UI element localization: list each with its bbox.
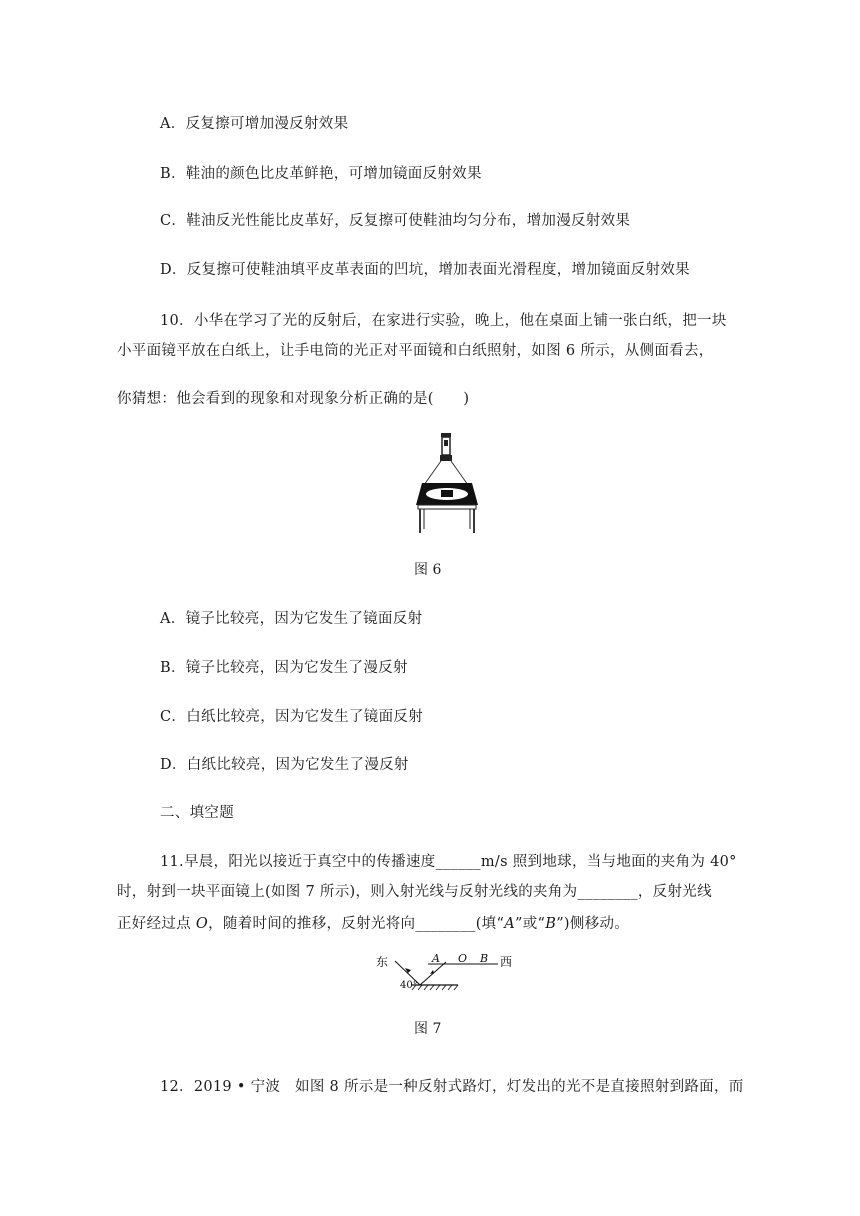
figure-7-reflection-diagram	[372, 952, 522, 1002]
q11-stem-line2: 时，射到一块平面镜上(如图 7 所示)，则入射光线与反射光线的夹角为________，反射光线	[117, 884, 712, 900]
label-east: 东	[376, 955, 389, 969]
label-point-a: A	[432, 952, 440, 965]
section-title-fill-in: 二、填空题	[160, 805, 234, 821]
figure-6-flashlight-table	[408, 425, 488, 535]
q10-option-c: C．白纸比较亮，因为它发生了镜面反射	[160, 709, 423, 725]
label-angle: 40°	[400, 980, 418, 991]
q11-blank-1[interactable]: ______	[435, 854, 481, 870]
q9-option-b: B．鞋油的颜色比皮革鲜艳，可增加镜面反射效果	[160, 166, 482, 182]
q10-option-b: B．镜子比较亮，因为它发生了漫反射	[160, 660, 408, 676]
figure-7-caption: 图 7	[414, 1021, 442, 1037]
q9-option-c: C．鞋油反光性能比皮革好，反复擦可使鞋油均匀分布，增加漫反射效果	[160, 213, 631, 229]
label-point-b: B	[480, 952, 489, 965]
figure-6-caption: 图 6	[414, 562, 442, 578]
q11-stem-line1: 11.早晨，阳光以接近于真空中的传播速度______m/s 照到地球，当与地面的夹角为 40°	[160, 854, 737, 870]
label-west: 西	[500, 955, 513, 969]
q10-option-d: D．白纸比较亮，因为它发生了漫反射	[160, 757, 409, 773]
q9-option-d: D．反复擦可使鞋油填平皮革表面的凹坑，增加表面光滑程度，增加镜面反射效果	[160, 262, 690, 278]
q10-stem-line3: 你猜想：他会看到的现象和对现象分析正确的是( )	[117, 391, 470, 407]
q11-stem-line3: 正好经过点 O，随着时间的推移，反射光将向________(填“A”或“B”)侧移动。	[117, 916, 630, 932]
q11-blank-3[interactable]: ________	[415, 916, 476, 932]
q10-option-a: A．镜子比较亮，因为它发生了镜面反射	[160, 611, 423, 627]
q12-stem-line1: 12．2019 • 宁波 如图 8 所示是一种反射式路灯，灯发出的光不是直接照射到路面，而	[160, 1079, 744, 1095]
label-point-o: O	[458, 952, 468, 965]
q10-stem-line2: 小平面镜平放在白纸上，让手电筒的光正对平面镜和白纸照射，如图 6 所示，从侧面看去，	[117, 343, 714, 359]
q10-stem-line1: 10．小华在学习了光的反射后，在家进行实验，晚上，他在桌面上铺一张白纸，把一块	[160, 313, 727, 329]
q11-blank-2[interactable]: ________	[577, 884, 638, 900]
q9-option-a: A．反复擦可增加漫反射效果	[160, 116, 349, 132]
